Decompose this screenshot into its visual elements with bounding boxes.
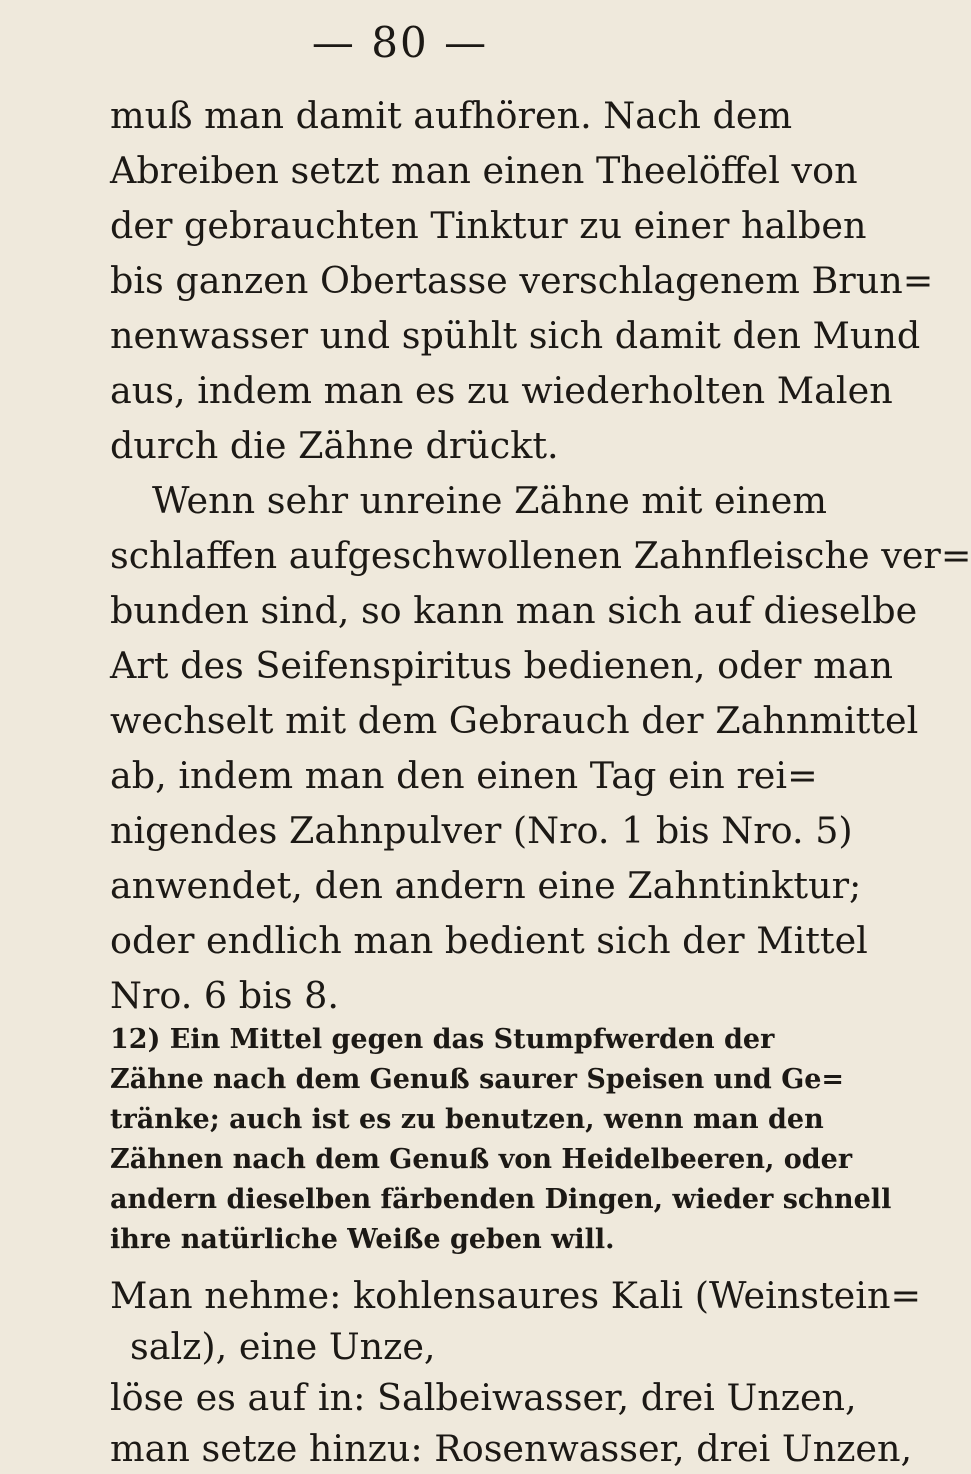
page-number: — 80 — <box>311 18 489 67</box>
text-line: bis ganzen Obertasse verschlagenem Brun= <box>110 259 934 302</box>
text-line: wechselt mit dem Gebrauch der Zahnmittel <box>110 699 919 742</box>
recipe-line: salz), eine Unze, <box>130 1325 436 1368</box>
recipe <box>110 1270 922 1474</box>
text-line: schlaffen aufgeschwollenen Zahnfleische ver= <box>110 534 971 577</box>
recipe-line: man setze hinzu: Rosenwasser, drei Unzen, <box>110 1427 913 1470</box>
text-line: oder endlich man bedient sich der Mittel <box>110 919 868 962</box>
text-line: nenwasser und spühlt sich damit den Mund <box>110 314 921 357</box>
recipe-line: löse es auf in: Salbeiwasser, drei Unzen, <box>110 1376 857 1419</box>
text-line: aus, indem man es zu wiederholten Malen <box>110 369 893 412</box>
text-line: Art des Seifenspiritus bedienen, oder man <box>110 644 893 687</box>
note-line: andern dieselben färbenden Dingen, wieder schnell <box>110 1184 892 1215</box>
text-line: durch die Zähne drückt. <box>110 424 559 467</box>
recipe-line: Man nehme: kohlensaures Kali (Weinstein= <box>110 1274 922 1317</box>
text-line: Wenn sehr unreine Zähne mit einem <box>152 479 827 522</box>
note-line: tränke; auch ist es zu benutzen, wenn man den <box>110 1104 824 1135</box>
text-line: Nro. 6 bis 8. <box>110 974 339 1017</box>
text-line: muß man damit aufhören. Nach dem <box>110 94 793 137</box>
note-12 <box>110 1020 892 1260</box>
text-line: ab, indem man den einen Tag ein rei= <box>110 754 818 797</box>
text-line: der gebrauchten Tinktur zu einer halben <box>110 204 867 247</box>
note-line: 12) Ein Mittel gegen das Stumpfwerden der <box>110 1024 775 1055</box>
note-line: ihre natürliche Weiße geben will. <box>110 1224 615 1255</box>
paragraph-1 <box>110 88 934 473</box>
paragraph-2 <box>110 473 971 1023</box>
text-line: anwendet, den andern eine Zahntinktur; <box>110 864 862 907</box>
note-line: Zähnen nach dem Genuß von Heidelbeeren, oder <box>110 1144 853 1175</box>
note-line: Zähne nach dem Genuß saurer Speisen und Ge= <box>110 1064 845 1095</box>
text-line: bunden sind, so kann man sich auf dieselbe <box>110 589 918 632</box>
text-line: Abreiben setzt man einen Theelöffel von <box>110 149 858 192</box>
text-line: nigendes Zahnpulver (Nro. 1 bis Nro. 5) <box>110 809 853 852</box>
